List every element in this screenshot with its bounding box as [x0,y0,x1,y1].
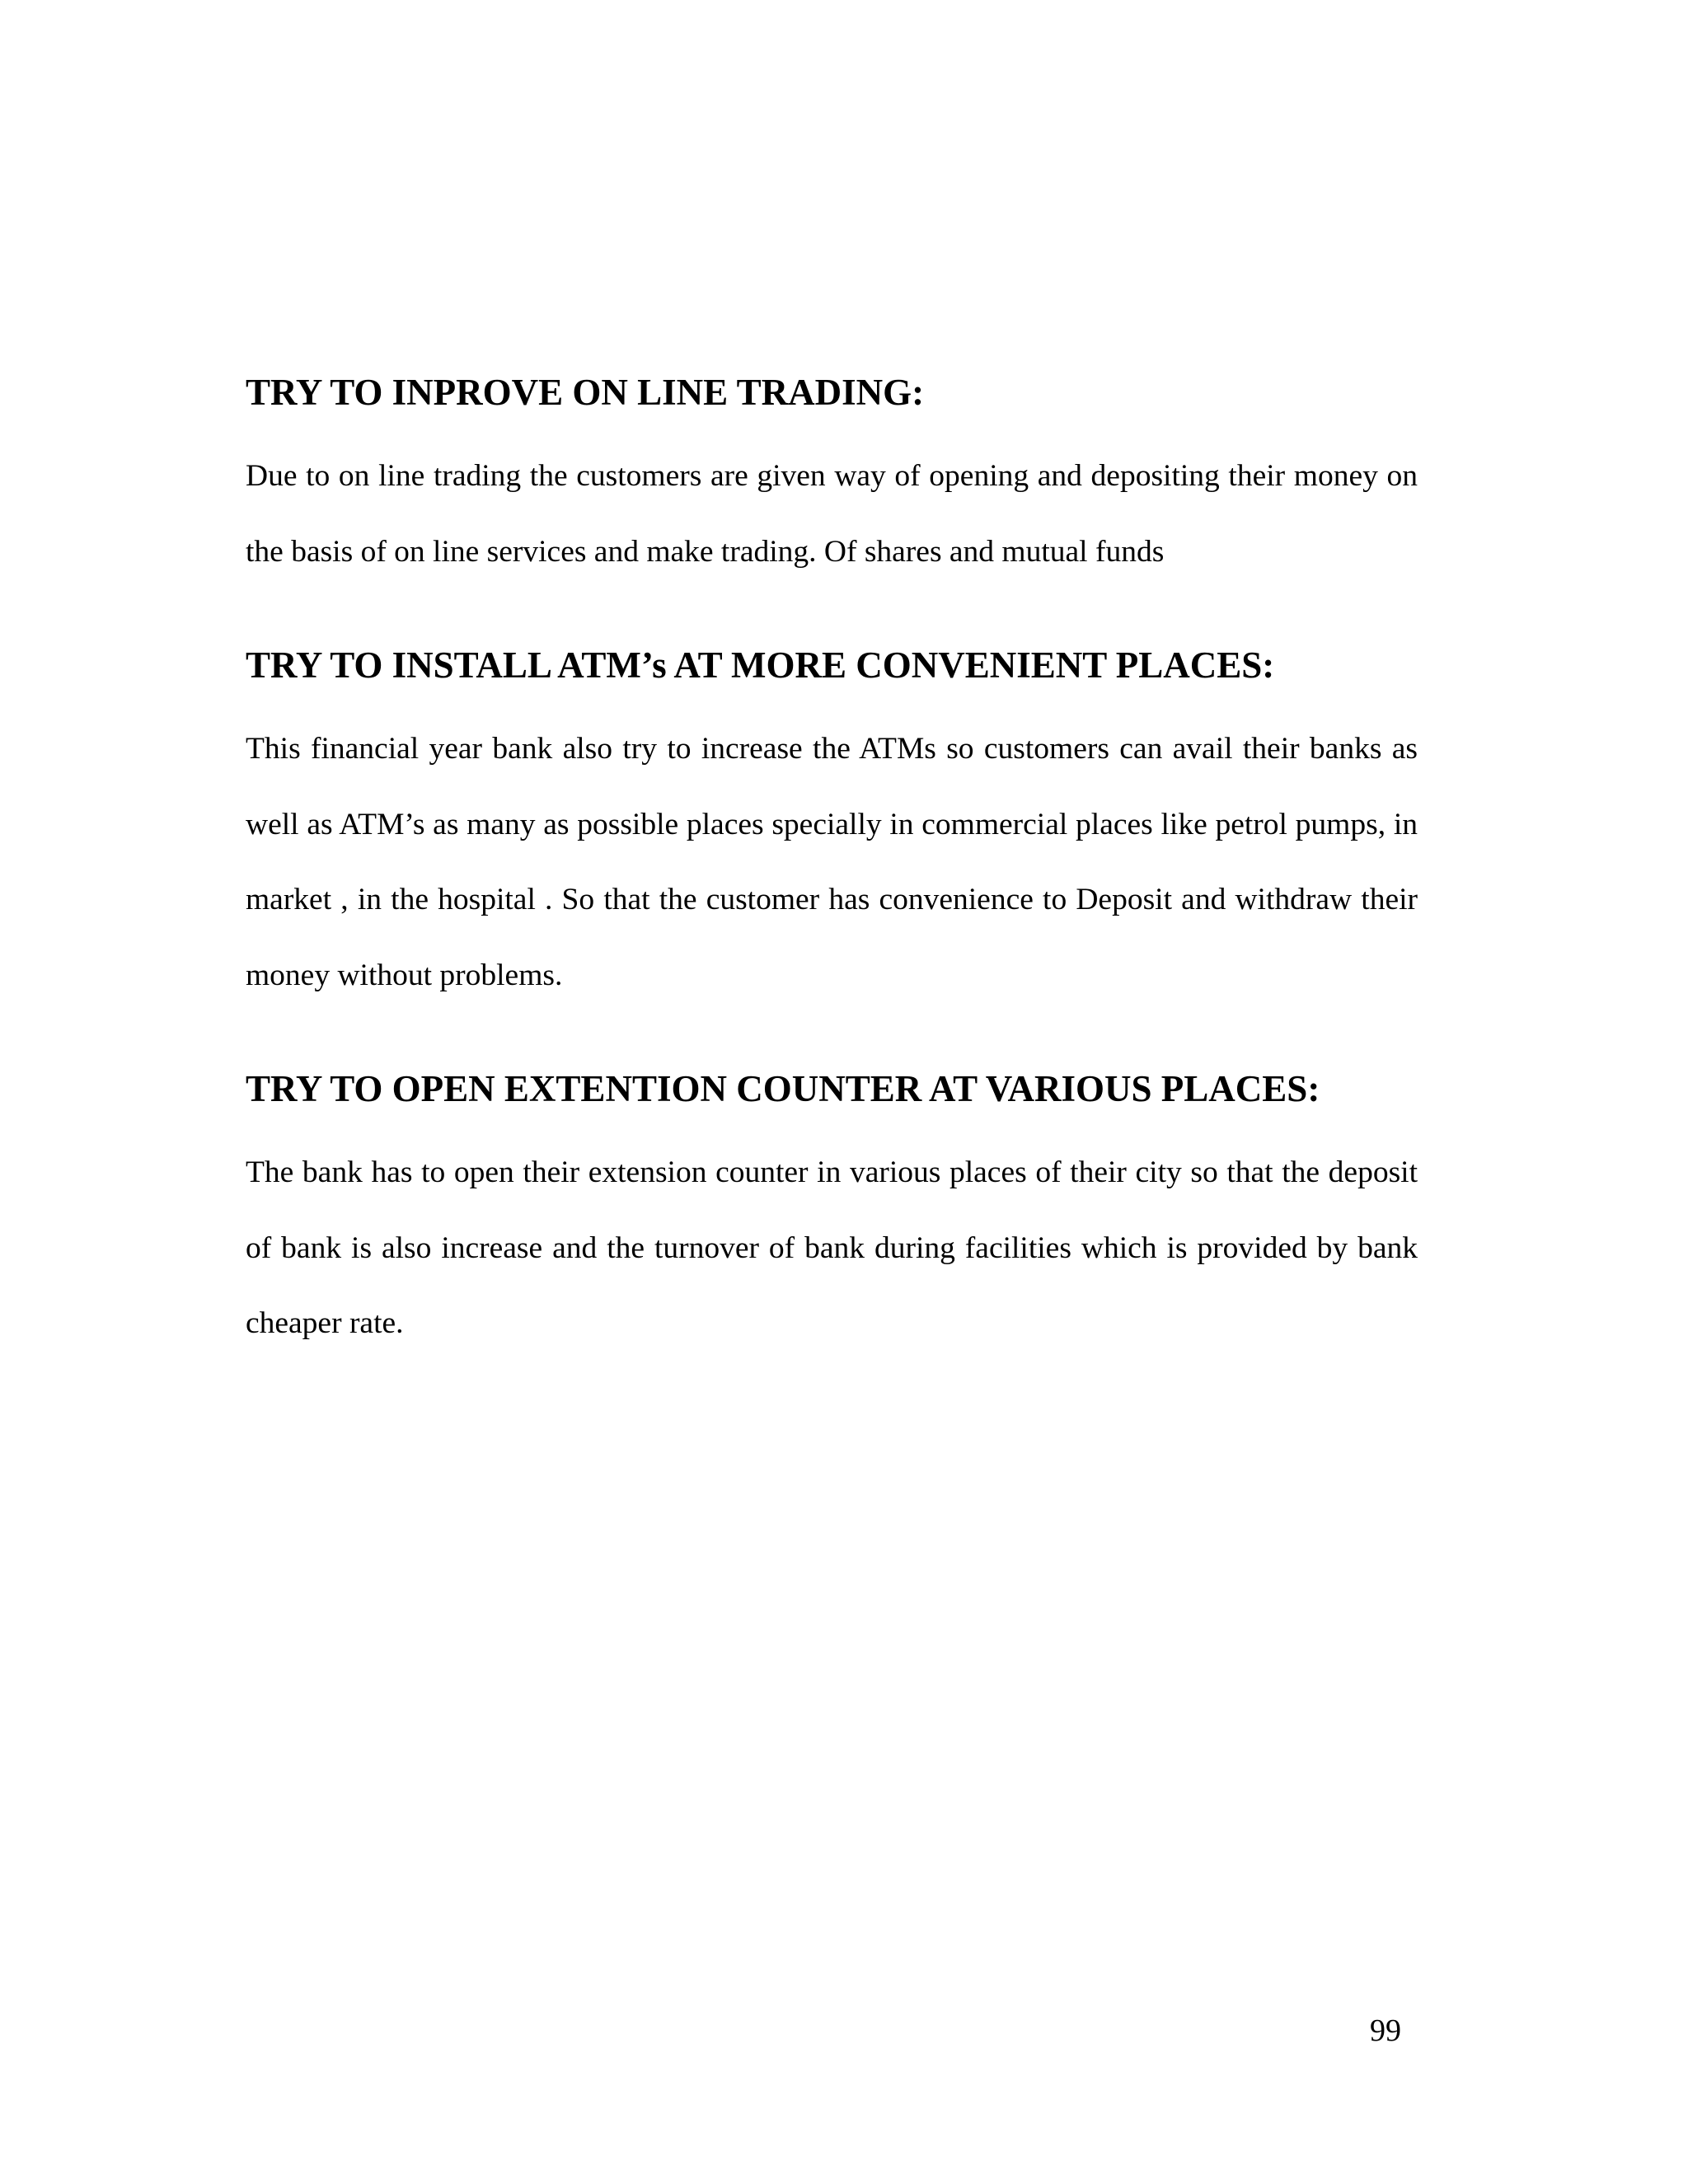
section-paragraph: Due to on line trading the customers are given way of opening and depositing their money on the basis of on line services and make trading. Of shares and mutual funds [246,459,1418,569]
section-install-atms [246,644,1418,1013]
section-paragraph: This financial year bank also try to increase the ATMs so customers can avail their banks as well as ATM’s as many as possible places specially in commercial places like petrol pumps, in market , in the hospital . So that the customer has convenience to Deposit and withdraw their money without problems. [246,732,1418,992]
section-extension-counter [246,1067,1418,1361]
page-number: 99 [1370,2013,1401,2048]
page-content [246,371,1418,1361]
section-heading: TRY TO OPEN EXTENTION COUNTER AT VARIOUS PLACES: [246,1068,1320,1109]
section-heading: TRY TO INPROVE ON LINE TRADING: [246,372,925,413]
section-paragraph: The bank has to open their extension counter in various places of their city so that the deposit of bank is also increase and the turnover of bank during facilities which is provided by bank cheaper rate. [246,1155,1418,1340]
section-online-trading [246,371,1418,589]
section-heading: TRY TO INSTALL ATM’s AT MORE CONVENIENT PLACES: [246,644,1275,686]
